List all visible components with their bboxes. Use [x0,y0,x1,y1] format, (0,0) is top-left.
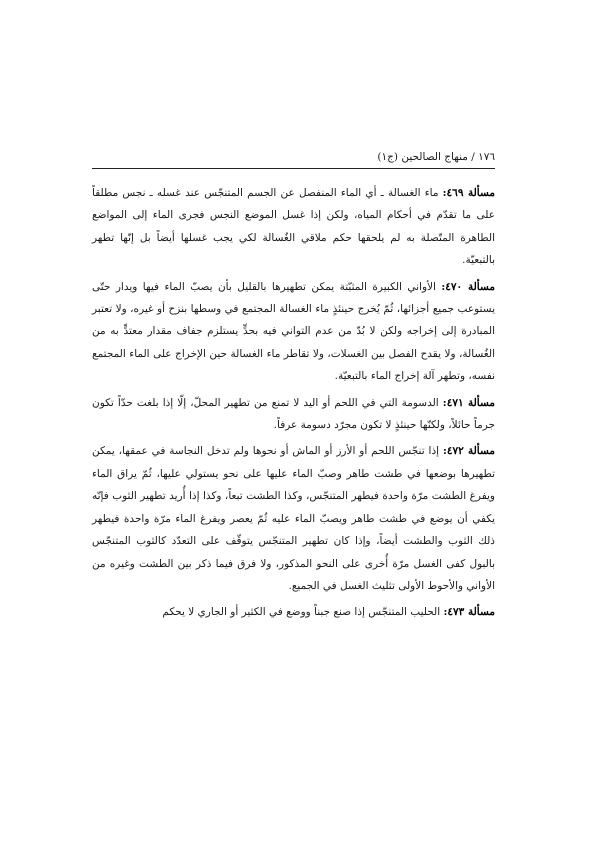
issue-472-heading: مسألة ٤٧٢: [442,445,495,458]
issue-472-paragraph [92,440,495,597]
running-head: ١٧٦ / منهاج الصالحين (ج١) [92,150,495,169]
issue-470-paragraph [92,276,495,388]
issue-469-text: ماء الغسالة ـ أي الماء المنفصل عن الجسم المتنجّس عند غسله ـ نجس مطلقاً على ما تقدّم في أحكام المياه، ولكن إذا غسل الموضع النجس فجرى الماء إلى المواضع الطاهرة المتّصلة به لم يلحقها حكم ملاقي الغُسالة لكي يجب غسلها أيضاً بل إنّها تطهر بالتبعيّة. [92,187,495,267]
issue-473-text: الحليب المتنجّس إذا صنع جبناً ووضع في الكثير أو الجاري لا يحكم [162,606,441,619]
issue-473-heading: مسألة ٤٧٣: [443,606,495,619]
body-text [92,182,495,623]
issue-469-paragraph [92,182,495,272]
issue-470-heading: مسألة ٤٧٠: [441,280,495,293]
issue-473-paragraph [92,601,495,623]
book-page [92,150,495,627]
issue-472-text: إذا تنجّس اللحم أو الأرز أو الماش أو نحوها ولم تدخل النجاسة في عمقها، يمكن تطهيرها بوضعها في طشت طاهر وصبّ الماء عليها على نحو يستولي عليها، ثُمّ يراق الماء ويفرغ الطشت مرّة واحدة فيطهر المتنجّس، وكذا الطشت تبعاً، وكذا إذا أُريد تطهير الثوب فإنّه يكفي أن يوضع في طشت طاهر ويصبّ الماء عليه ثُمّ يعصر ويفرغ الماء مرّة واحدة فيطهر ذلك الثوب والطشت أيضاً، وإذا كان تطهير المتنجّس يتوقّف على التعدّد كالثوب المتنجّس بالبول كفى الغسل مرّة أُخرى على النحو المذكور، ولا فرق فيما ذكر بين الطشت وغيره من الأواني والأحوط الأولى تثليث الغسل في الجميع. [92,445,495,592]
issue-471-heading: مسألة ٤٧١: [442,396,495,409]
issue-470-text: الأواني الكبيرة المثبّتة يمكن تطهيرها بالقليل بأن يصبّ الماء فيها ويدار حتّى يستوعب جميع أجزائها، ثُمّ يُخرج حينئذٍ ماء الغسالة المجتمع في وسطها بنزح أو غيره، ولا تعتبر المبادرة إلى إخراجه ولكن لا بُدّ من عدم التواني فيه بحدٍّ يستلزم جفاف مقدار معتدٍّ به من الغُسالة، ولا يقدح الفصل بين الغسلات، ولا تقاطر ماء الغسالة حين الإخراج على الماء المجتمع نفسه، وتطهر آلة إخراج الماء بالتبعيّة. [92,280,495,383]
issue-471-text: الدسومة التي في اللحم أو اليد لا تمنع من تطهير المحلّ، إلّا إذا بلغت حدّاً تكون جرماً حائلاً، ولكنّها حينئذٍ لا تكون مجرّد دسومة عرفاً. [92,396,495,432]
issue-471-paragraph [92,392,495,437]
issue-469-heading: مسألة ٤٦٩: [442,187,495,199]
